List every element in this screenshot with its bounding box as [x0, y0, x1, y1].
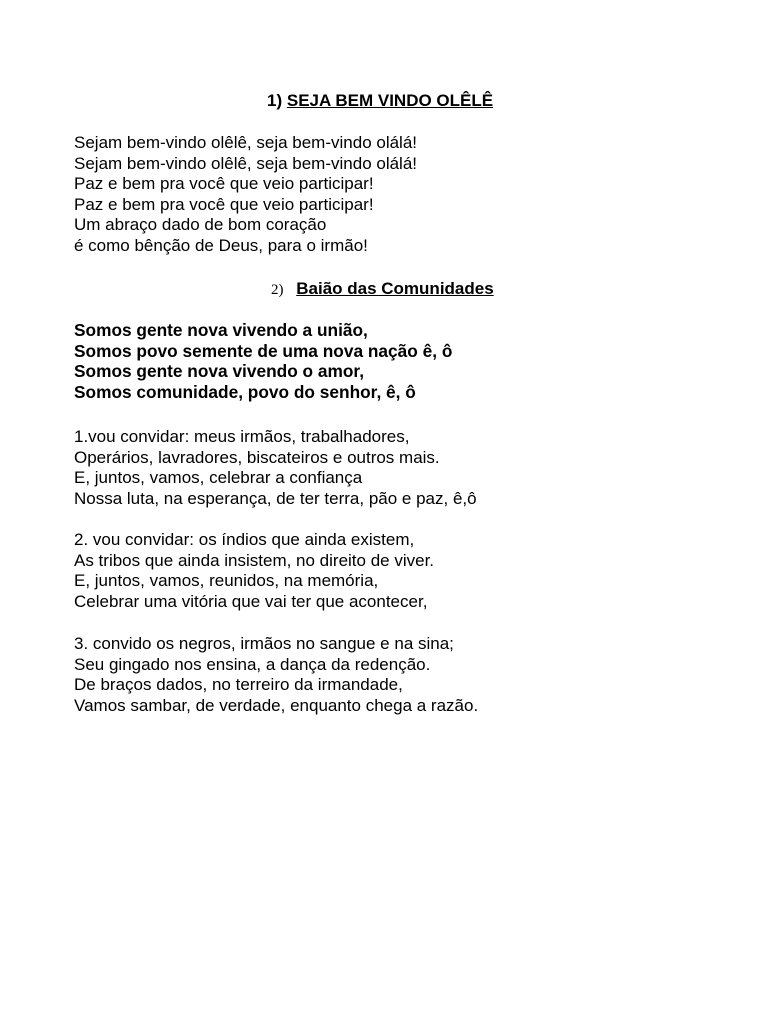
- lyric-line: Paz e bem pra você que veio participar!: [74, 194, 374, 214]
- verse-line: Operários, lavradores, biscateiros e outros mais.: [74, 447, 440, 467]
- song-2-verse-3: [74, 634, 478, 716]
- verse-line: Vamos sambar, de verdade, enquanto chega a razão.: [74, 695, 479, 715]
- lyric-line: Paz e bem pra você que veio participar!: [74, 174, 374, 194]
- verse-line: E, juntos, vamos, celebrar a confiança: [74, 468, 363, 488]
- refrain-line: Somos gente nova vivendo o amor,: [74, 361, 365, 382]
- song-2-verse-2: [74, 530, 434, 612]
- verse-line: 2. vou convidar: os índios que ainda existem,: [74, 530, 415, 549]
- verse-line: Celebrar uma vitória que vai ter que acontecer,: [74, 591, 428, 611]
- song-2-refrain: [74, 320, 452, 402]
- verse-line: Seu gingado nos ensina, a dança da redenção.: [74, 654, 431, 674]
- song-2-title: [271, 279, 494, 300]
- verse-line: De braços dados, no terreiro da irmandade,: [74, 675, 403, 695]
- song-2-number: 2): [271, 282, 284, 298]
- lyric-line: Sejam bem-vindo olêlê, seja bem-vindo olálá!: [74, 153, 418, 173]
- song-1-title: [267, 91, 493, 111]
- verse-line: 1.vou convidar: meus irmãos, trabalhadores,: [74, 427, 410, 446]
- lyric-line: Um abraço dado de bom coração: [74, 215, 327, 235]
- song-1-lyrics: [74, 133, 417, 257]
- verse-line: 3. convido os negros, irmãos no sangue e na sina;: [74, 634, 454, 653]
- lyric-line: é como bênção de Deus, para o irmão!: [74, 235, 368, 255]
- song-2-title-text: Baião das Comunidades: [296, 279, 494, 298]
- verse-line: E, juntos, vamos, reunidos, na memória,: [74, 571, 379, 591]
- verse-line: Nossa luta, na esperança, de ter terra, pão e paz, ê,ô: [74, 488, 477, 508]
- verse-line: As tribos que ainda insistem, no direito de viver.: [74, 550, 435, 570]
- refrain-line: Somos povo semente de uma nova nação ê, ô: [74, 340, 453, 361]
- song-2-verse-1: [74, 427, 477, 509]
- lyric-line: Sejam bem-vindo olêlê, seja bem-vindo olálá!: [74, 133, 418, 152]
- song-1-title-text: SEJA BEM VINDO OLÊLÊ: [286, 91, 494, 110]
- refrain-line: Somos comunidade, povo do senhor, ê, ô: [74, 381, 416, 402]
- refrain-line: Somos gente nova vivendo a união,: [74, 320, 368, 340]
- song-1-number: 1): [267, 91, 283, 110]
